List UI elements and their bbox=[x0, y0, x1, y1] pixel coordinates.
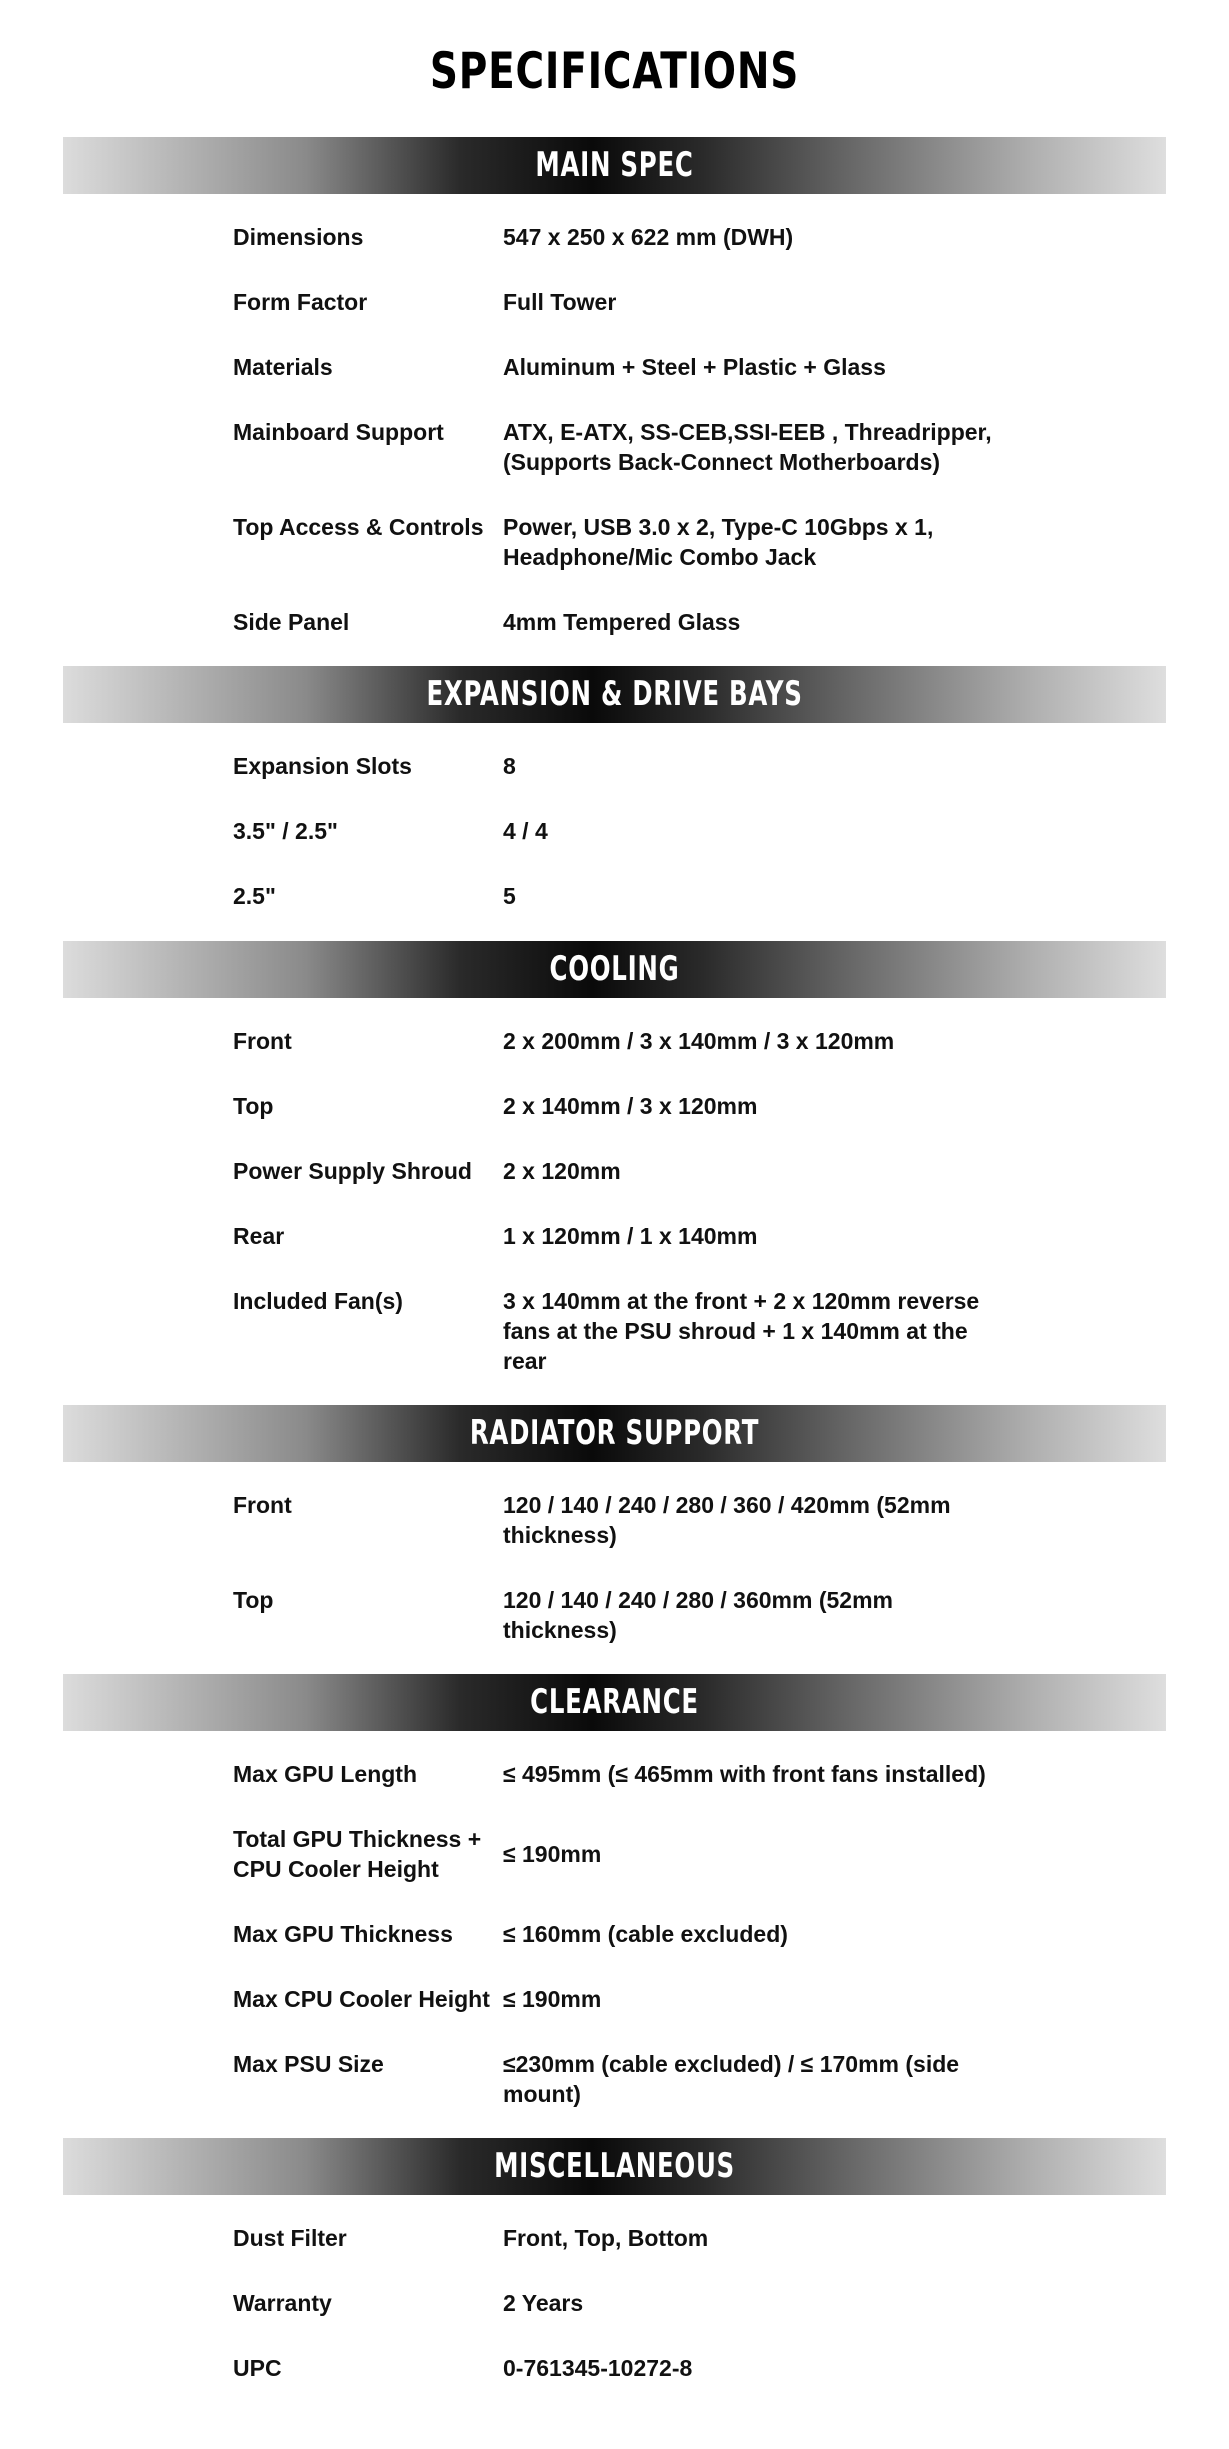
spec-row bbox=[233, 1824, 1053, 1884]
spec-value: 0-761345-10272-8 bbox=[503, 2355, 693, 2381]
spec-value: Power, USB 3.0 x 2, Type-C 10Gbps x 1, Headphone/Mic Combo Jack bbox=[503, 514, 934, 570]
section-header-radiator-support bbox=[63, 1405, 1166, 1462]
section-heading: COOLING bbox=[549, 949, 680, 989]
spec-row bbox=[233, 1026, 1053, 1056]
spec-value: ≤ 190mm bbox=[503, 1841, 602, 1867]
spec-label: Front bbox=[233, 1028, 292, 1054]
spec-label: Form Factor bbox=[233, 289, 368, 315]
spec-row bbox=[233, 1759, 1053, 1789]
spec-value: 547 x 250 x 622 mm (DWH) bbox=[503, 224, 794, 250]
spec-value: 4 / 4 bbox=[503, 818, 548, 844]
spec-row bbox=[233, 607, 1053, 637]
spec-row bbox=[233, 222, 1053, 252]
spec-label: Top bbox=[233, 1587, 274, 1613]
spec-row bbox=[233, 512, 1053, 572]
spec-value: 120 / 140 / 240 / 280 / 360 / 420mm (52mm thickness) bbox=[503, 1492, 951, 1548]
spec-label: Max GPU Length bbox=[233, 1761, 418, 1787]
spec-value: 120 / 140 / 240 / 280 / 360mm (52mm thickness) bbox=[503, 1587, 893, 1643]
section-heading: CLEARANCE bbox=[530, 1682, 699, 1722]
spec-label: Power Supply Shroud bbox=[233, 1158, 472, 1184]
spec-row bbox=[233, 287, 1053, 317]
section-heading: RADIATOR SUPPORT bbox=[469, 1413, 760, 1453]
spec-value: Aluminum + Steel + Plastic + Glass bbox=[503, 354, 886, 380]
spec-row bbox=[233, 1156, 1053, 1186]
section-header-clearance bbox=[63, 1674, 1166, 1731]
spec-label: UPC bbox=[233, 2355, 282, 2381]
spec-label: Warranty bbox=[233, 2290, 332, 2316]
spec-label: Mainboard Support bbox=[233, 419, 444, 445]
spec-label: 2.5" bbox=[233, 883, 276, 909]
spec-value: 2 Years bbox=[503, 2290, 584, 2316]
section-heading: EXPANSION & DRIVE BAYS bbox=[426, 674, 803, 714]
spec-value: 1 x 120mm / 1 x 140mm bbox=[503, 1223, 758, 1249]
spec-row bbox=[233, 1585, 1053, 1645]
spec-label: Materials bbox=[233, 354, 333, 380]
spec-label: Max PSU Size bbox=[233, 2051, 384, 2077]
spec-row bbox=[233, 2223, 1053, 2253]
spec-row bbox=[233, 1091, 1053, 1121]
section-header-main-spec bbox=[63, 137, 1166, 194]
spec-label: Dust Filter bbox=[233, 2225, 347, 2251]
spec-row bbox=[233, 417, 1053, 477]
spec-label: Expansion Slots bbox=[233, 753, 412, 779]
spec-row bbox=[233, 1286, 1053, 1376]
spec-row bbox=[233, 816, 1053, 846]
spec-label: Total GPU Thickness + CPU Cooler Height bbox=[233, 1826, 482, 1882]
spec-value: 2 x 140mm / 3 x 120mm bbox=[503, 1093, 758, 1119]
spec-label: Top bbox=[233, 1093, 274, 1119]
section-header-miscellaneous bbox=[63, 2138, 1166, 2195]
spec-label: Side Panel bbox=[233, 609, 350, 635]
spec-value: ATX, E-ATX, SS-CEB,SSI-EEB , Threadripper, (Supports Back-Connect Motherboards) bbox=[503, 419, 992, 475]
spec-value: 2 x 200mm / 3 x 140mm / 3 x 120mm bbox=[503, 1028, 895, 1054]
spec-row bbox=[233, 2353, 1053, 2383]
spec-row bbox=[233, 1984, 1053, 2014]
spec-value: ≤230mm (cable excluded) / ≤ 170mm (side mount) bbox=[503, 2051, 960, 2107]
spec-value: ≤ 495mm (≤ 465mm with front fans installed) bbox=[503, 1761, 986, 1787]
spec-row bbox=[233, 352, 1053, 382]
spec-label: Top Access & Controls bbox=[233, 514, 484, 540]
spec-row bbox=[233, 1490, 1053, 1550]
section-header-expansion-drive-bays bbox=[63, 666, 1166, 723]
page-title: SPECIFICATIONS bbox=[429, 42, 800, 100]
spec-value: 4mm Tempered Glass bbox=[503, 609, 741, 635]
spec-value: Front, Top, Bottom bbox=[503, 2225, 709, 2251]
spec-row bbox=[233, 751, 1053, 781]
spec-value: ≤ 160mm (cable excluded) bbox=[503, 1921, 788, 1947]
section-heading: MISCELLANEOUS bbox=[494, 2146, 735, 2186]
spec-value: ≤ 190mm bbox=[503, 1986, 602, 2012]
spec-label: 3.5" / 2.5" bbox=[233, 818, 338, 844]
spec-label: Rear bbox=[233, 1223, 285, 1249]
section-heading: MAIN SPEC bbox=[535, 145, 694, 185]
spec-row bbox=[233, 2288, 1053, 2318]
spec-value: 3 x 140mm at the front + 2 x 120mm reverse fans at the PSU shroud + 1 x 140mm at the rear bbox=[503, 1288, 980, 1374]
section-header-cooling bbox=[63, 941, 1166, 998]
spec-row bbox=[233, 881, 1053, 911]
spec-value: Full Tower bbox=[503, 289, 617, 315]
spec-value: 8 bbox=[503, 753, 516, 779]
spec-value: 5 bbox=[503, 883, 516, 909]
spec-value: 2 x 120mm bbox=[503, 1158, 621, 1184]
spec-row bbox=[233, 1919, 1053, 1949]
spec-label: Front bbox=[233, 1492, 292, 1518]
spec-label: Dimensions bbox=[233, 224, 364, 250]
spec-label: Max GPU Thickness bbox=[233, 1921, 453, 1947]
spec-label: Included Fan(s) bbox=[233, 1288, 403, 1314]
spec-row bbox=[233, 1221, 1053, 1251]
spec-row bbox=[233, 2049, 1053, 2109]
spec-label: Max CPU Cooler Height bbox=[233, 1986, 490, 2012]
